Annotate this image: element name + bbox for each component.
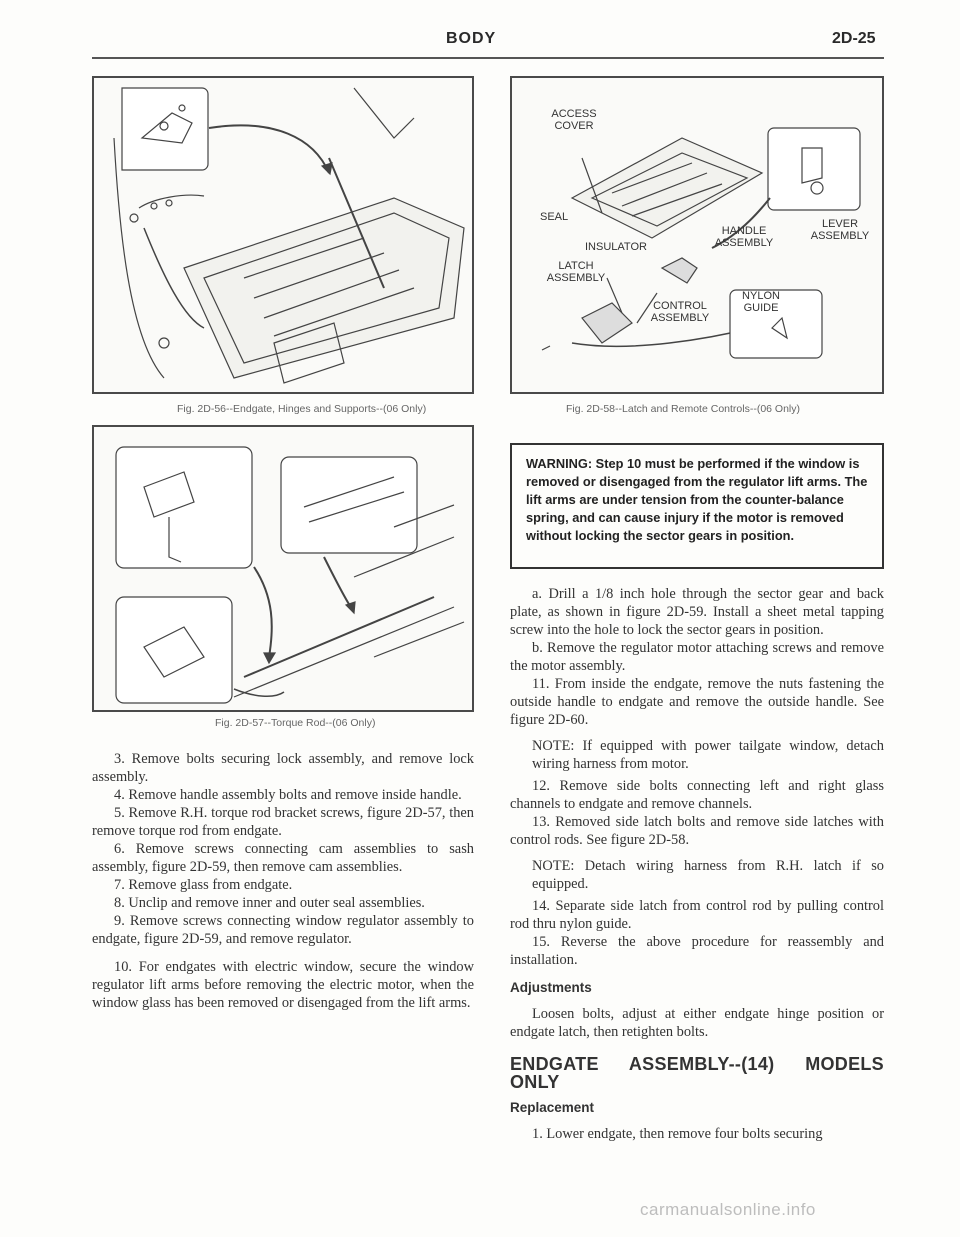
- header-rule: [92, 57, 884, 59]
- figure-2d-58-caption: Fig. 2D-58--Latch and Remote Controls--(06 Only): [566, 403, 801, 415]
- watermark: carmanualsonline.info: [640, 1200, 816, 1219]
- note-rh-latch: NOTE: Detach wiring harness from R.H. latch if so equipped.: [532, 858, 884, 892]
- replacement-heading: Replacement: [510, 1100, 595, 1115]
- page-number: 2D-25: [832, 30, 876, 47]
- step-a: a. Drill a 1/8 inch hole through the sector gear and back plate, as shown in figure 2D-59. Install a sheet metal tapping screw into the hole to lock the sector gears in position.: [510, 586, 884, 638]
- figure-2d-58: [510, 76, 884, 394]
- step-1: 1. Lower endgate, then remove four bolts securing: [532, 1126, 823, 1142]
- step-7: 7. Remove glass from endgate.: [114, 877, 293, 893]
- adjustments-heading: Adjustments: [510, 980, 592, 995]
- step-11: 11. From inside the endgate, remove the nuts fastening the outside handle to endgate and remove the outside handle. See figure 2D-60.: [510, 676, 884, 728]
- step-3: 3. Remove bolts securing lock assembly, and remove lock assembly.: [92, 751, 474, 785]
- label-seal: SEAL: [540, 211, 569, 223]
- step-b: b. Remove the regulator motor attaching screws and remove the motor assembly.: [510, 640, 884, 674]
- step-8: 8. Unclip and remove inner and outer seal assemblies.: [114, 895, 425, 911]
- step-13: 13. Removed side latch bolts and remove side latches with control rods. See figure 2D-58.: [510, 814, 884, 848]
- label-nylon-guide: NYLON GUIDE: [742, 290, 780, 314]
- note-power-window: NOTE: If equipped with power tailgate window, detach wiring harness from motor.: [532, 738, 884, 772]
- label-access-cover: ACCESS COVER: [551, 108, 597, 132]
- figure-2d-57: [92, 425, 474, 712]
- label-insulator: INSULATOR: [585, 241, 647, 253]
- label-lever-assembly: LEVER ASSEMBLY: [810, 218, 870, 242]
- figure-2d-57-caption: Fig. 2D-57--Torque Rod--(06 Only): [215, 717, 376, 729]
- torque-rod-illustration: [94, 427, 474, 712]
- figure-2d-56-caption: Fig. 2D-56--Endgate, Hinges and Supports--(06 Only): [177, 403, 427, 415]
- step-15: 15. Reverse the above procedure for reassembly and installation.: [510, 934, 884, 968]
- step-6: 6. Remove screws connecting cam assemblies to sash assembly, figure 2D-59, then remove cam assemblies.: [92, 841, 474, 875]
- label-handle-assembly: HANDLE ASSEMBLY: [714, 225, 774, 249]
- step-4: 4. Remove handle assembly bolts and remove inside handle.: [114, 787, 462, 803]
- adjustments-text: Loosen bolts, adjust at either endgate hinge position or endgate latch, then retighten bolts.: [510, 1006, 884, 1040]
- left-column: [92, 750, 474, 1012]
- page-header-title: BODY: [446, 30, 497, 47]
- step-5: 5. Remove R.H. torque rod bracket screws, figure 2D-57, then remove torque rod from endgate.: [92, 805, 474, 839]
- step-9: 9. Remove screws connecting window regulator assembly to endgate, figure 2D-59, and remove regulator.: [92, 913, 474, 947]
- step-12: 12. Remove side bolts connecting left and right glass channels to endgate and remove channels.: [510, 778, 884, 812]
- figure-2d-56: [92, 76, 474, 394]
- section-heading: ENDGATE ASSEMBLY--(14) MODELS ONLY: [510, 1054, 884, 1092]
- step-10: 10. For endgates with electric window, secure the window regulator lift arms before removing the electric motor, when the window glass has been removed or disengaged from the lift arms.: [92, 959, 474, 1011]
- label-latch-assembly: LATCH ASSEMBLY: [546, 260, 606, 284]
- step-14: 14. Separate side latch from control rod by pulling control rod thru nylon guide.: [510, 898, 884, 932]
- label-control-assembly: CONTROL ASSEMBLY: [650, 300, 710, 324]
- right-column: [510, 585, 884, 1143]
- endgate-hinges-illustration: [94, 78, 474, 394]
- warning-box: WARNING: Step 10 must be performed if the window is removed or disengaged from the regulator lift arms. The lift arms are under tension from the counter-balance spring, and can cause injury if the motor is removed without locking the sector gears in position.: [510, 443, 884, 569]
